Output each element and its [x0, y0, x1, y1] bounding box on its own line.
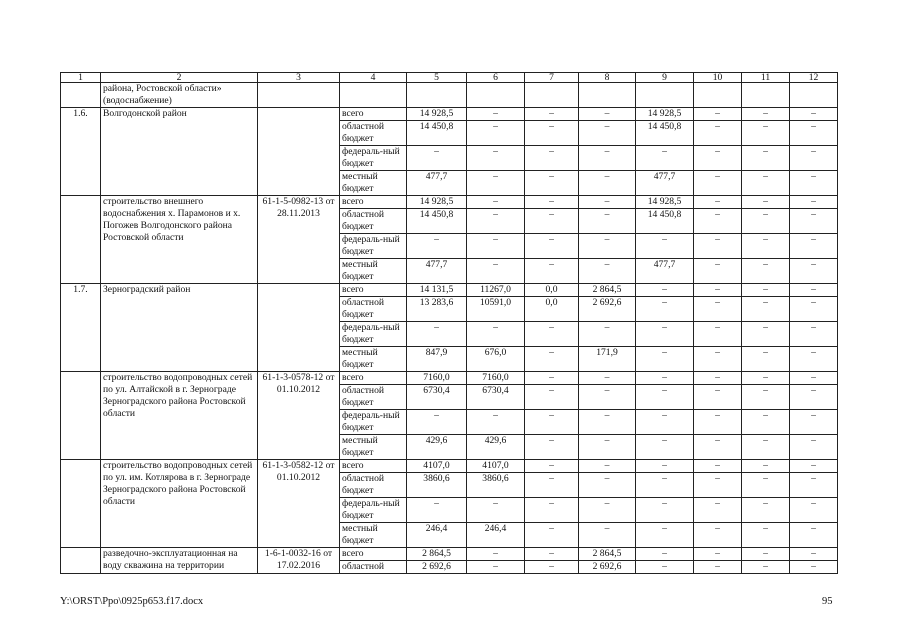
funding-source: всего: [340, 372, 407, 385]
amount-cell: –: [694, 473, 742, 498]
amount-cell: –: [525, 473, 579, 498]
table-row: [61, 284, 838, 297]
funding-source: областной бюджет: [340, 473, 407, 498]
amount-cell: –: [790, 259, 838, 284]
amount-cell: –: [525, 498, 579, 523]
amount-cell: –: [636, 561, 694, 574]
column-number: 9: [636, 73, 694, 83]
amount-cell: –: [407, 146, 467, 171]
amount-cell: –: [579, 108, 636, 121]
funding-source: областной: [340, 561, 407, 574]
amount-cell: –: [790, 385, 838, 410]
funding-source: федераль-ный бюджет: [340, 322, 407, 347]
amount-cell: 2 864,5: [579, 284, 636, 297]
amount-cell: 2 692,6: [579, 297, 636, 322]
amount-cell: 429,6: [407, 435, 467, 460]
funding-source: всего: [340, 196, 407, 209]
amount-cell: –: [694, 435, 742, 460]
amount-cell: –: [742, 297, 790, 322]
amount-cell: –: [579, 498, 636, 523]
amount-cell: –: [742, 259, 790, 284]
amount-cell: –: [694, 561, 742, 574]
amount-cell: –: [525, 372, 579, 385]
amount-cell: 847,9: [407, 347, 467, 372]
registration-number: 1-6-1-0032-16 от 17.02.2016: [258, 548, 340, 574]
amount-cell: 2 692,6: [579, 561, 636, 574]
amount-cell: –: [467, 209, 525, 234]
amount-cell: –: [579, 259, 636, 284]
amount-cell: –: [790, 121, 838, 146]
column-number: 12: [790, 73, 838, 83]
table-row: [61, 108, 838, 121]
amount-cell: 171,9: [579, 347, 636, 372]
amount-cell: 2 864,5: [407, 548, 467, 561]
funding-source: областной бюджет: [340, 297, 407, 322]
amount-cell: –: [525, 322, 579, 347]
amount-cell: –: [636, 234, 694, 259]
amount-cell: 477,7: [636, 259, 694, 284]
registration-number: 61-1-3-0578-12 от 01.10.2012: [258, 372, 340, 460]
amount-cell: 676,0: [467, 347, 525, 372]
amount-cell: –: [742, 473, 790, 498]
amount-cell: –: [636, 347, 694, 372]
table-row: [61, 548, 838, 561]
amount-cell: –: [790, 171, 838, 196]
amount-cell: –: [694, 297, 742, 322]
amount-cell: [525, 83, 579, 108]
funding-source: [340, 83, 407, 108]
registration-number: 61-1-3-0582-12 от 01.10.2012: [258, 460, 340, 548]
amount-cell: 246,4: [467, 523, 525, 548]
amount-cell: –: [579, 322, 636, 347]
amount-cell: –: [467, 146, 525, 171]
amount-cell: –: [790, 372, 838, 385]
amount-cell: [579, 83, 636, 108]
funding-source: федераль-ный бюджет: [340, 498, 407, 523]
budget-table: [60, 72, 838, 574]
item-number: [61, 460, 101, 548]
column-number: 5: [407, 73, 467, 83]
amount-cell: –: [742, 146, 790, 171]
amount-cell: –: [579, 410, 636, 435]
column-number: 6: [467, 73, 525, 83]
amount-cell: –: [579, 435, 636, 460]
funding-source: местный бюджет: [340, 259, 407, 284]
amount-cell: –: [636, 284, 694, 297]
page-number: 95: [822, 596, 833, 607]
amount-cell: 14 131,5: [407, 284, 467, 297]
amount-cell: –: [525, 259, 579, 284]
amount-cell: –: [525, 108, 579, 121]
document-path: Y:\ORST\Ppo\0925p653.f17.docx: [60, 596, 204, 607]
amount-cell: –: [636, 435, 694, 460]
amount-cell: –: [694, 209, 742, 234]
amount-cell: –: [525, 347, 579, 372]
amount-cell: 429,6: [467, 435, 525, 460]
amount-cell: –: [694, 498, 742, 523]
amount-cell: –: [694, 410, 742, 435]
amount-cell: 6730,4: [467, 385, 525, 410]
funding-source: местный бюджет: [340, 171, 407, 196]
amount-cell: 14 928,5: [636, 196, 694, 209]
amount-cell: 477,7: [407, 259, 467, 284]
funding-source: местный бюджет: [340, 435, 407, 460]
amount-cell: –: [694, 146, 742, 171]
amount-cell: –: [636, 372, 694, 385]
amount-cell: 7160,0: [467, 372, 525, 385]
amount-cell: –: [742, 347, 790, 372]
amount-cell: –: [636, 548, 694, 561]
amount-cell: –: [525, 435, 579, 460]
amount-cell: 14 928,5: [407, 196, 467, 209]
funding-source: федераль-ный бюджет: [340, 146, 407, 171]
amount-cell: –: [742, 410, 790, 435]
amount-cell: 0,0: [525, 284, 579, 297]
amount-cell: –: [742, 234, 790, 259]
amount-cell: –: [525, 548, 579, 561]
table-row: [61, 372, 838, 385]
item-number: [61, 196, 101, 284]
funding-source: областной бюджет: [340, 209, 407, 234]
amount-cell: –: [742, 372, 790, 385]
amount-cell: –: [467, 259, 525, 284]
amount-cell: 14 450,8: [636, 121, 694, 146]
amount-cell: –: [790, 322, 838, 347]
amount-cell: 3860,6: [407, 473, 467, 498]
amount-cell: [694, 83, 742, 108]
table-row: [61, 460, 838, 473]
item-number: 1.6.: [61, 108, 101, 196]
column-number: 11: [742, 73, 790, 83]
amount-cell: –: [742, 498, 790, 523]
amount-cell: –: [525, 410, 579, 435]
amount-cell: 2 864,5: [579, 548, 636, 561]
amount-cell: –: [790, 108, 838, 121]
funding-source: всего: [340, 108, 407, 121]
amount-cell: –: [579, 234, 636, 259]
amount-cell: –: [525, 209, 579, 234]
amount-cell: –: [790, 460, 838, 473]
amount-cell: –: [742, 523, 790, 548]
amount-cell: 6730,4: [407, 385, 467, 410]
amount-cell: 11267,0: [467, 284, 525, 297]
amount-cell: –: [636, 297, 694, 322]
amount-cell: [742, 83, 790, 108]
amount-cell: –: [525, 196, 579, 209]
amount-cell: 477,7: [407, 171, 467, 196]
amount-cell: –: [467, 234, 525, 259]
amount-cell: –: [790, 347, 838, 372]
amount-cell: –: [467, 171, 525, 196]
amount-cell: –: [525, 171, 579, 196]
amount-cell: –: [790, 561, 838, 574]
amount-cell: –: [742, 209, 790, 234]
amount-cell: 2 692,6: [407, 561, 467, 574]
amount-cell: –: [407, 234, 467, 259]
item-number: [61, 372, 101, 460]
column-number: 10: [694, 73, 742, 83]
amount-cell: –: [579, 121, 636, 146]
amount-cell: –: [790, 523, 838, 548]
amount-cell: –: [694, 548, 742, 561]
amount-cell: –: [694, 171, 742, 196]
item-name: района, Ростовской области» (водоснабжение): [101, 83, 258, 108]
amount-cell: 14 450,8: [407, 121, 467, 146]
amount-cell: –: [525, 121, 579, 146]
amount-cell: –: [694, 372, 742, 385]
amount-cell: –: [636, 460, 694, 473]
item-name: Волгодонской район: [101, 108, 258, 196]
amount-cell: –: [579, 473, 636, 498]
amount-cell: –: [790, 548, 838, 561]
amount-cell: –: [636, 322, 694, 347]
amount-cell: 14 450,8: [636, 209, 694, 234]
item-number: 1.7.: [61, 284, 101, 372]
amount-cell: –: [790, 284, 838, 297]
item-name: строительство водопроводных сетей по ул. Алтайской в г. Зернограде Зерноградского района Ростовской области: [101, 372, 258, 460]
amount-cell: –: [467, 196, 525, 209]
column-number: 7: [525, 73, 579, 83]
amount-cell: 246,4: [407, 523, 467, 548]
amount-cell: 0,0: [525, 297, 579, 322]
amount-cell: [790, 83, 838, 108]
column-number: 4: [340, 73, 407, 83]
amount-cell: 14 928,5: [636, 108, 694, 121]
amount-cell: –: [636, 498, 694, 523]
amount-cell: 7160,0: [407, 372, 467, 385]
amount-cell: –: [694, 108, 742, 121]
amount-cell: –: [579, 372, 636, 385]
amount-cell: 477,7: [636, 171, 694, 196]
funding-source: всего: [340, 460, 407, 473]
amount-cell: –: [790, 196, 838, 209]
amount-cell: –: [636, 473, 694, 498]
amount-cell: –: [579, 196, 636, 209]
amount-cell: –: [694, 234, 742, 259]
item-number: [61, 83, 101, 108]
amount-cell: –: [742, 322, 790, 347]
amount-cell: 4107,0: [407, 460, 467, 473]
amount-cell: –: [790, 234, 838, 259]
table-row: [61, 83, 838, 108]
amount-cell: –: [636, 410, 694, 435]
amount-cell: –: [525, 460, 579, 473]
registration-number: [258, 83, 340, 108]
amount-cell: –: [742, 460, 790, 473]
amount-cell: –: [790, 410, 838, 435]
amount-cell: –: [742, 385, 790, 410]
amount-cell: –: [525, 561, 579, 574]
funding-source: местный бюджет: [340, 347, 407, 372]
amount-cell: –: [525, 523, 579, 548]
funding-source: федераль-ный бюджет: [340, 410, 407, 435]
amount-cell: –: [790, 435, 838, 460]
amount-cell: [636, 83, 694, 108]
amount-cell: –: [694, 347, 742, 372]
amount-cell: –: [467, 548, 525, 561]
item-name: Зерноградский район: [101, 284, 258, 372]
amount-cell: [407, 83, 467, 108]
amount-cell: –: [636, 385, 694, 410]
amount-cell: –: [790, 209, 838, 234]
amount-cell: –: [525, 146, 579, 171]
amount-cell: –: [467, 498, 525, 523]
funding-source: областной бюджет: [340, 121, 407, 146]
amount-cell: –: [742, 561, 790, 574]
column-number: 2: [101, 73, 258, 83]
item-name: строительство внешнего водоснабжения х. Парамонов и х. Погожев Волгодонского района Ростовской области: [101, 196, 258, 284]
item-name: разведочно-эксплуатационная на воду скважина на территории: [101, 548, 258, 574]
amount-cell: –: [694, 196, 742, 209]
amount-cell: –: [694, 121, 742, 146]
registration-number: [258, 284, 340, 372]
amount-cell: –: [467, 108, 525, 121]
amount-cell: –: [742, 548, 790, 561]
amount-cell: 14 928,5: [407, 108, 467, 121]
funding-source: местный бюджет: [340, 523, 407, 548]
amount-cell: –: [636, 523, 694, 548]
table-row: [61, 196, 838, 209]
amount-cell: [467, 83, 525, 108]
amount-cell: –: [742, 284, 790, 297]
amount-cell: –: [742, 196, 790, 209]
amount-cell: –: [742, 435, 790, 460]
amount-cell: –: [694, 523, 742, 548]
amount-cell: –: [525, 234, 579, 259]
amount-cell: 4107,0: [467, 460, 525, 473]
amount-cell: –: [636, 146, 694, 171]
amount-cell: –: [790, 146, 838, 171]
amount-cell: –: [579, 385, 636, 410]
amount-cell: –: [579, 209, 636, 234]
amount-cell: –: [790, 473, 838, 498]
funding-source: областной бюджет: [340, 385, 407, 410]
amount-cell: –: [742, 171, 790, 196]
amount-cell: –: [742, 121, 790, 146]
amount-cell: –: [407, 498, 467, 523]
amount-cell: –: [790, 498, 838, 523]
column-number-row: [61, 73, 838, 83]
registration-number: 61-1-5-0982-13 от 28.11.2013: [258, 196, 340, 284]
amount-cell: –: [467, 410, 525, 435]
column-number: 3: [258, 73, 340, 83]
amount-cell: –: [467, 322, 525, 347]
item-number: [61, 548, 101, 574]
amount-cell: –: [790, 297, 838, 322]
amount-cell: 13 283,6: [407, 297, 467, 322]
amount-cell: –: [467, 561, 525, 574]
amount-cell: –: [742, 108, 790, 121]
amount-cell: –: [694, 460, 742, 473]
amount-cell: –: [407, 410, 467, 435]
item-name: строительство водопроводных сетей по ул. им. Котлярова в г. Зернограде Зерноградского района Ростовской области: [101, 460, 258, 548]
amount-cell: –: [525, 385, 579, 410]
amount-cell: 3860,6: [467, 473, 525, 498]
amount-cell: –: [579, 523, 636, 548]
funding-source: всего: [340, 284, 407, 297]
column-number: 8: [579, 73, 636, 83]
amount-cell: –: [694, 322, 742, 347]
amount-cell: –: [694, 259, 742, 284]
amount-cell: –: [694, 385, 742, 410]
amount-cell: 14 450,8: [407, 209, 467, 234]
amount-cell: 10591,0: [467, 297, 525, 322]
amount-cell: –: [579, 460, 636, 473]
column-number: 1: [61, 73, 101, 83]
amount-cell: –: [579, 171, 636, 196]
registration-number: [258, 108, 340, 196]
amount-cell: –: [579, 146, 636, 171]
amount-cell: –: [467, 121, 525, 146]
funding-source: федераль-ный бюджет: [340, 234, 407, 259]
funding-source: всего: [340, 548, 407, 561]
amount-cell: –: [407, 322, 467, 347]
amount-cell: –: [694, 284, 742, 297]
